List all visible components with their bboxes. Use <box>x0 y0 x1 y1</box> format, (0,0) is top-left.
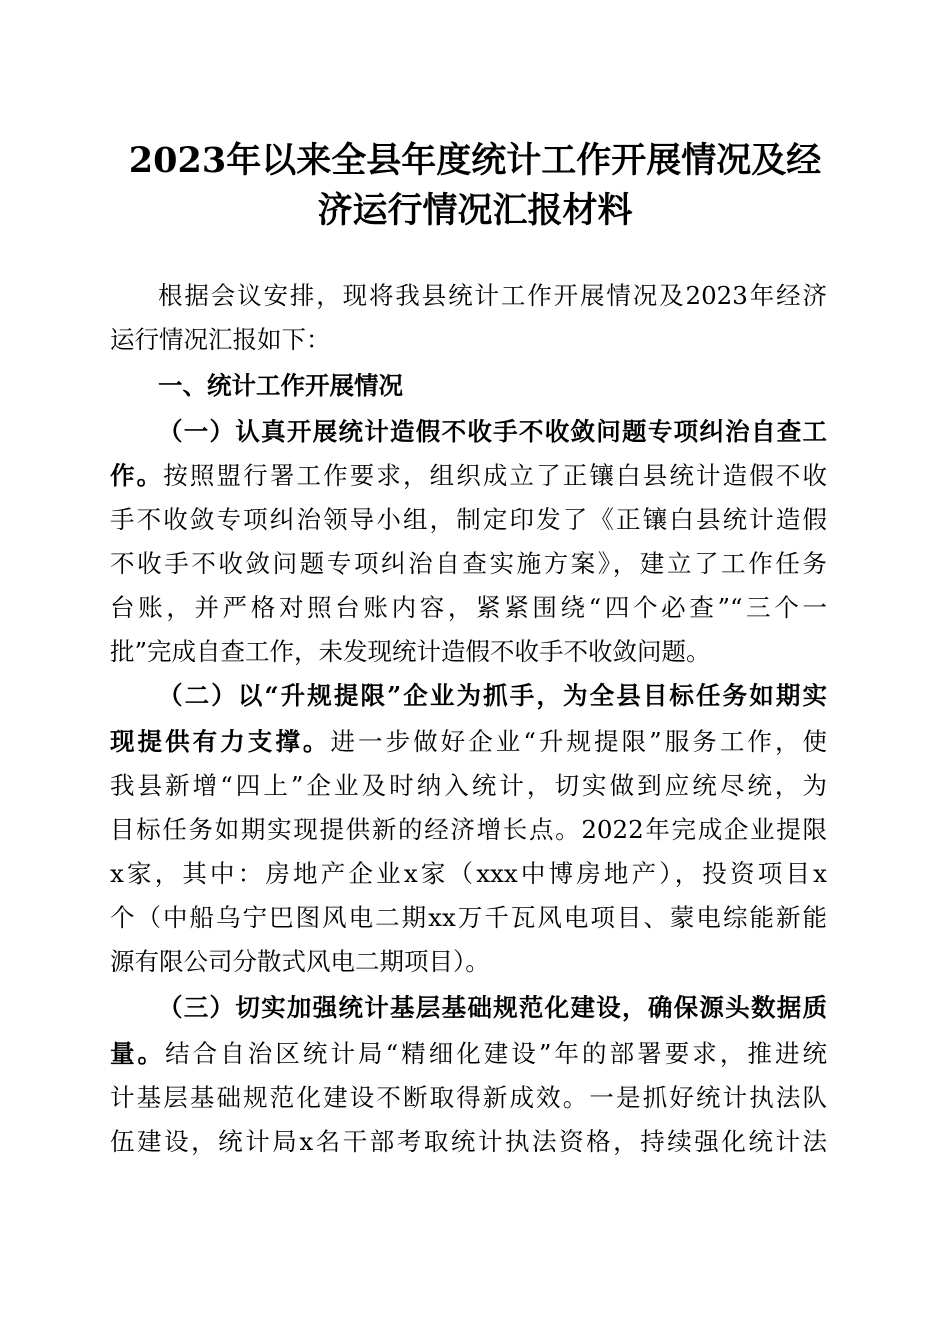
item1-lead-line-1: （一）认真开展统计造假不收手不收敛问题专项纠治自查工 <box>158 417 827 446</box>
item2-line-7: 源有限公司分散式风电二期项目）。 <box>110 947 490 976</box>
item1-body-start: 按照盟行署工作要求，组织成立了正镶白县统计造假不收 <box>163 461 828 490</box>
item3-line-4: 伍建设，统计局x名干部考取统计执法资格，持续强化统计法 <box>110 1127 827 1156</box>
item1-lead-tail: 作。 <box>110 461 164 490</box>
item1-line-5: 台账，并严格对照台账内容，紧紧围绕“四个必查”“三个一 <box>110 593 827 622</box>
document-title-line-1: 2023年以来全县年度统计工作开展情况及经 <box>128 140 822 181</box>
item1-line-6: 批”完成自查工作，未发现统计造假不收手不收敛问题。 <box>110 637 711 666</box>
item1-line-2 <box>110 454 827 498</box>
item3-line-2 <box>110 1032 827 1076</box>
item2-line-5: x家，其中：房地产企业x家（xxx中博房地产），投资项目x <box>110 859 827 888</box>
item3-body-start: 结合自治区统计局“精细化建设”年的部署要求，推进统 <box>165 1039 827 1068</box>
item2-lead-tail: 现提供有力支撑。 <box>110 727 331 756</box>
item3-lead-tail: 量。 <box>110 1039 166 1068</box>
item1-line-4: 不收手不收敛问题专项纠治自查实施方案》，建立了工作任务 <box>110 549 827 578</box>
item3-line-3: 计基层基础规范化建设不断取得新成效。一是抓好统计执法队 <box>110 1083 827 1112</box>
item2-line-3: 我县新增“四上”企业及时纳入统计，切实做到应统尽统，为 <box>110 771 827 800</box>
item2-line-2 <box>110 720 827 764</box>
item3-lead-line-1: （三）切实加强统计基层基础规范化建设，确保源头数据质 <box>158 993 827 1022</box>
item1-line-3: 手不收敛专项纠治领导小组，制定印发了《正镶白县统计造假 <box>110 505 827 534</box>
intro-line-1: 根据会议安排，现将我县统计工作开展情况及2023年经济 <box>158 281 827 310</box>
intro-line-2: 运行情况汇报如下： <box>110 325 331 354</box>
item2-line-4: 目标任务如期实现提供新的经济增长点。2022年完成企业提限 <box>110 815 827 844</box>
item2-body-start: 进一步做好企业“升规提限”服务工作，使 <box>330 727 827 756</box>
item2-lead-line-1: （二）以“升规提限”企业为抓手，为全县目标任务如期实 <box>158 681 827 710</box>
item2-line-6: 个（中船乌宁巴图风电二期xx万千瓦风电项目、蒙电综能新能 <box>110 903 827 932</box>
document-title-line-2: 济运行情况汇报材料 <box>317 190 633 231</box>
section-heading: 一、统计工作开展情况 <box>158 371 403 400</box>
